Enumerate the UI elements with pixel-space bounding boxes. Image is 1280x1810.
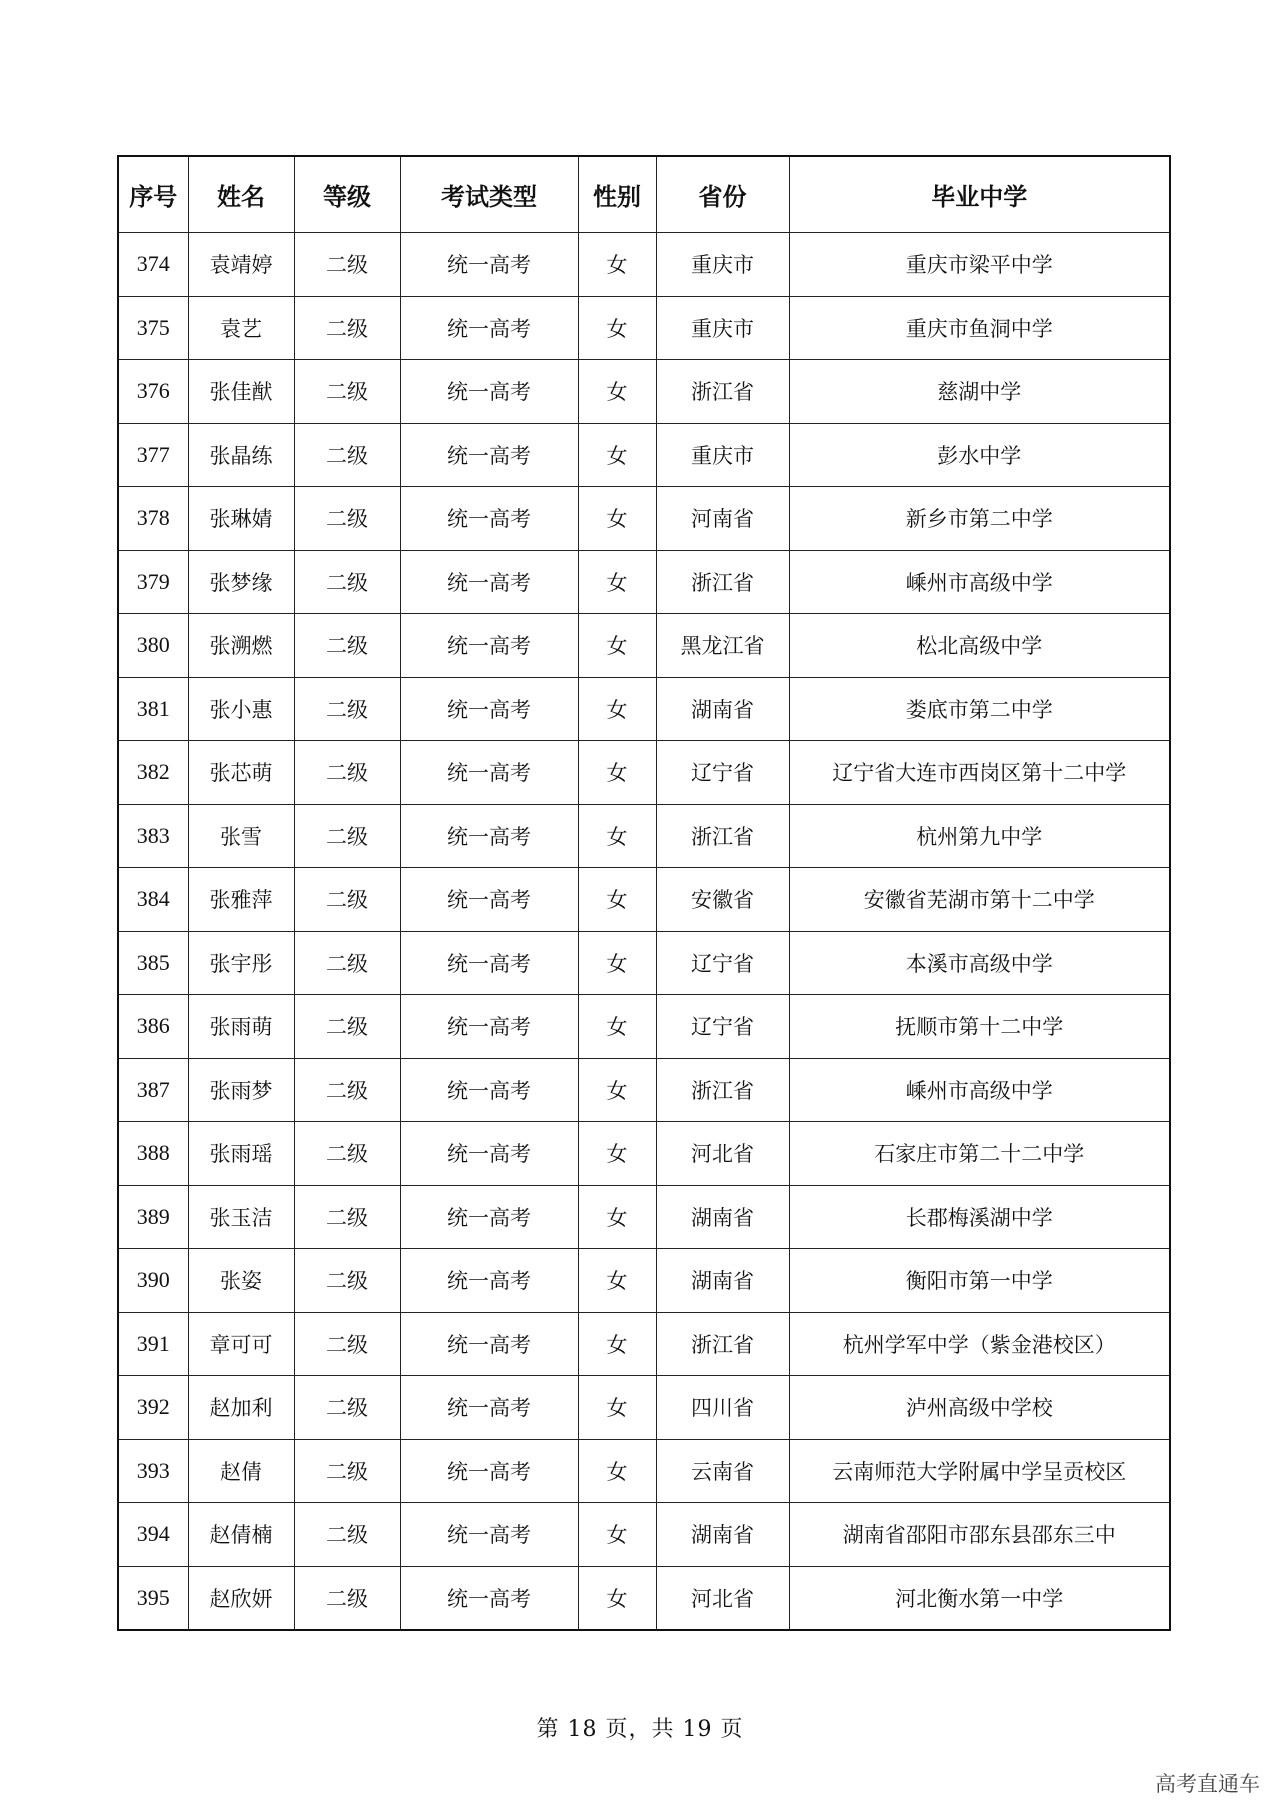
- cell-index: 391: [118, 1312, 188, 1376]
- cell-province: 重庆市: [656, 296, 789, 360]
- cell-gender: 女: [578, 550, 656, 614]
- cell-index: 376: [118, 360, 188, 424]
- cell-name: 张梦缘: [188, 550, 294, 614]
- cell-gender: 女: [578, 1058, 656, 1122]
- cell-gender: 女: [578, 1185, 656, 1249]
- cell-level: 二级: [294, 1249, 400, 1313]
- cell-level: 二级: [294, 804, 400, 868]
- cell-level: 二级: [294, 487, 400, 551]
- cell-school: 重庆市梁平中学: [789, 233, 1170, 297]
- admission-table: [117, 155, 1171, 1631]
- header-name: 姓名: [188, 156, 294, 233]
- table-row: [118, 677, 1170, 741]
- table-row: [118, 550, 1170, 614]
- cell-gender: 女: [578, 1249, 656, 1313]
- cell-gender: 女: [578, 296, 656, 360]
- header-index: 序号: [118, 156, 188, 233]
- cell-index: 378: [118, 487, 188, 551]
- cell-name: 张雨梦: [188, 1058, 294, 1122]
- cell-exam-type: 统一高考: [400, 423, 578, 487]
- cell-exam-type: 统一高考: [400, 868, 578, 932]
- cell-exam-type: 统一高考: [400, 296, 578, 360]
- cell-name: 张雅萍: [188, 868, 294, 932]
- cell-gender: 女: [578, 995, 656, 1059]
- page-number: 第 18 页，共 19 页: [536, 1717, 744, 1742]
- header-school: 毕业中学: [789, 156, 1170, 233]
- cell-level: 二级: [294, 1312, 400, 1376]
- cell-level: 二级: [294, 1058, 400, 1122]
- table-row: [118, 423, 1170, 487]
- cell-exam-type: 统一高考: [400, 1185, 578, 1249]
- cell-exam-type: 统一高考: [400, 1122, 578, 1186]
- table-row: [118, 868, 1170, 932]
- table-row: [118, 360, 1170, 424]
- table-row: [118, 296, 1170, 360]
- cell-school: 河北衡水第一中学: [789, 1566, 1170, 1630]
- cell-school: 新乡市第二中学: [789, 487, 1170, 551]
- cell-name: 张晶练: [188, 423, 294, 487]
- cell-gender: 女: [578, 1122, 656, 1186]
- cell-level: 二级: [294, 868, 400, 932]
- cell-level: 二级: [294, 296, 400, 360]
- cell-province: 湖南省: [656, 677, 789, 741]
- cell-index: 385: [118, 931, 188, 995]
- cell-province: 浙江省: [656, 1312, 789, 1376]
- table-body: [118, 233, 1170, 1631]
- cell-province: 河北省: [656, 1566, 789, 1630]
- cell-index: 380: [118, 614, 188, 678]
- cell-school: 慈湖中学: [789, 360, 1170, 424]
- cell-school: 衡阳市第一中学: [789, 1249, 1170, 1313]
- cell-index: 387: [118, 1058, 188, 1122]
- cell-level: 二级: [294, 1439, 400, 1503]
- table-header: [118, 156, 1170, 233]
- cell-province: 四川省: [656, 1376, 789, 1440]
- cell-exam-type: 统一高考: [400, 550, 578, 614]
- cell-level: 二级: [294, 931, 400, 995]
- cell-gender: 女: [578, 868, 656, 932]
- cell-province: 湖南省: [656, 1249, 789, 1313]
- cell-name: 张雨萌: [188, 995, 294, 1059]
- table-row: [118, 931, 1170, 995]
- table-row: [118, 1566, 1170, 1630]
- cell-province: 辽宁省: [656, 995, 789, 1059]
- cell-school: 娄底市第二中学: [789, 677, 1170, 741]
- cell-gender: 女: [578, 741, 656, 805]
- table-row: [118, 1376, 1170, 1440]
- cell-name: 张溯燃: [188, 614, 294, 678]
- cell-name: 张玉洁: [188, 1185, 294, 1249]
- cell-exam-type: 统一高考: [400, 614, 578, 678]
- cell-school: 泸州高级中学校: [789, 1376, 1170, 1440]
- header-level: 等级: [294, 156, 400, 233]
- cell-school: 本溪市高级中学: [789, 931, 1170, 995]
- cell-province: 辽宁省: [656, 931, 789, 995]
- watermark: 高考直通车: [1155, 1772, 1260, 1796]
- cell-province: 湖南省: [656, 1185, 789, 1249]
- cell-province: 重庆市: [656, 233, 789, 297]
- table-row: [118, 1122, 1170, 1186]
- cell-gender: 女: [578, 1503, 656, 1567]
- cell-name: 张雪: [188, 804, 294, 868]
- header-gender: 性别: [578, 156, 656, 233]
- cell-level: 二级: [294, 1566, 400, 1630]
- cell-index: 393: [118, 1439, 188, 1503]
- cell-level: 二级: [294, 995, 400, 1059]
- cell-school: 湖南省邵阳市邵东县邵东三中: [789, 1503, 1170, 1567]
- cell-school: 嵊州市高级中学: [789, 1058, 1170, 1122]
- cell-exam-type: 统一高考: [400, 1503, 578, 1567]
- table-row: [118, 1058, 1170, 1122]
- cell-name: 张芯萌: [188, 741, 294, 805]
- table-row: [118, 741, 1170, 805]
- cell-level: 二级: [294, 550, 400, 614]
- cell-level: 二级: [294, 1376, 400, 1440]
- cell-index: 394: [118, 1503, 188, 1567]
- cell-province: 湖南省: [656, 1503, 789, 1567]
- cell-name: 章可可: [188, 1312, 294, 1376]
- table-row: [118, 1503, 1170, 1567]
- cell-level: 二级: [294, 614, 400, 678]
- cell-gender: 女: [578, 233, 656, 297]
- header-exam-type: 考试类型: [400, 156, 578, 233]
- cell-index: 390: [118, 1249, 188, 1313]
- cell-gender: 女: [578, 1376, 656, 1440]
- cell-gender: 女: [578, 677, 656, 741]
- cell-exam-type: 统一高考: [400, 487, 578, 551]
- cell-exam-type: 统一高考: [400, 1312, 578, 1376]
- cell-school: 重庆市鱼洞中学: [789, 296, 1170, 360]
- cell-gender: 女: [578, 931, 656, 995]
- cell-school: 嵊州市高级中学: [789, 550, 1170, 614]
- cell-school: 抚顺市第十二中学: [789, 995, 1170, 1059]
- cell-name: 张佳猷: [188, 360, 294, 424]
- cell-province: 辽宁省: [656, 741, 789, 805]
- cell-exam-type: 统一高考: [400, 741, 578, 805]
- cell-school: 石家庄市第二十二中学: [789, 1122, 1170, 1186]
- table-row: [118, 233, 1170, 297]
- cell-level: 二级: [294, 233, 400, 297]
- cell-index: 392: [118, 1376, 188, 1440]
- cell-index: 382: [118, 741, 188, 805]
- cell-level: 二级: [294, 1503, 400, 1567]
- cell-index: 389: [118, 1185, 188, 1249]
- cell-province: 浙江省: [656, 1058, 789, 1122]
- table-row: [118, 1439, 1170, 1503]
- cell-exam-type: 统一高考: [400, 677, 578, 741]
- cell-school: 长郡梅溪湖中学: [789, 1185, 1170, 1249]
- cell-index: 374: [118, 233, 188, 297]
- cell-exam-type: 统一高考: [400, 1249, 578, 1313]
- header-province: 省份: [656, 156, 789, 233]
- table-row: [118, 487, 1170, 551]
- cell-level: 二级: [294, 677, 400, 741]
- cell-index: 375: [118, 296, 188, 360]
- cell-level: 二级: [294, 360, 400, 424]
- cell-gender: 女: [578, 360, 656, 424]
- cell-gender: 女: [578, 487, 656, 551]
- cell-school: 杭州学军中学（紫金港校区）: [789, 1312, 1170, 1376]
- cell-gender: 女: [578, 804, 656, 868]
- cell-school: 彭水中学: [789, 423, 1170, 487]
- cell-gender: 女: [578, 614, 656, 678]
- table-row: [118, 804, 1170, 868]
- cell-name: 张宇彤: [188, 931, 294, 995]
- cell-index: 386: [118, 995, 188, 1059]
- cell-gender: 女: [578, 1439, 656, 1503]
- cell-name: 赵欣妍: [188, 1566, 294, 1630]
- cell-index: 377: [118, 423, 188, 487]
- cell-exam-type: 统一高考: [400, 931, 578, 995]
- cell-level: 二级: [294, 741, 400, 805]
- header-row: [118, 156, 1170, 233]
- cell-school: 云南师范大学附属中学呈贡校区: [789, 1439, 1170, 1503]
- cell-name: 张小惠: [188, 677, 294, 741]
- table-row: [118, 1249, 1170, 1313]
- table-row: [118, 1185, 1170, 1249]
- cell-name: 赵倩楠: [188, 1503, 294, 1567]
- cell-name: 张姿: [188, 1249, 294, 1313]
- cell-province: 浙江省: [656, 804, 789, 868]
- cell-exam-type: 统一高考: [400, 1439, 578, 1503]
- cell-index: 381: [118, 677, 188, 741]
- cell-province: 河北省: [656, 1122, 789, 1186]
- cell-province: 安徽省: [656, 868, 789, 932]
- cell-index: 384: [118, 868, 188, 932]
- cell-province: 浙江省: [656, 360, 789, 424]
- cell-level: 二级: [294, 1122, 400, 1186]
- cell-school: 松北高级中学: [789, 614, 1170, 678]
- cell-exam-type: 统一高考: [400, 1058, 578, 1122]
- cell-index: 383: [118, 804, 188, 868]
- cell-exam-type: 统一高考: [400, 233, 578, 297]
- cell-province: 黑龙江省: [656, 614, 789, 678]
- cell-exam-type: 统一高考: [400, 360, 578, 424]
- cell-exam-type: 统一高考: [400, 1376, 578, 1440]
- cell-school: 安徽省芜湖市第十二中学: [789, 868, 1170, 932]
- cell-gender: 女: [578, 423, 656, 487]
- cell-gender: 女: [578, 1312, 656, 1376]
- cell-name: 张雨瑶: [188, 1122, 294, 1186]
- cell-exam-type: 统一高考: [400, 995, 578, 1059]
- cell-name: 张琳婧: [188, 487, 294, 551]
- cell-school: 辽宁省大连市西岗区第十二中学: [789, 741, 1170, 805]
- cell-school: 杭州第九中学: [789, 804, 1170, 868]
- cell-index: 379: [118, 550, 188, 614]
- cell-province: 云南省: [656, 1439, 789, 1503]
- cell-level: 二级: [294, 423, 400, 487]
- cell-gender: 女: [578, 1566, 656, 1630]
- cell-name: 袁艺: [188, 296, 294, 360]
- table-row: [118, 1312, 1170, 1376]
- cell-level: 二级: [294, 1185, 400, 1249]
- table-row: [118, 614, 1170, 678]
- cell-index: 395: [118, 1566, 188, 1630]
- cell-name: 袁靖婷: [188, 233, 294, 297]
- cell-exam-type: 统一高考: [400, 804, 578, 868]
- cell-name: 赵加利: [188, 1376, 294, 1440]
- cell-province: 河南省: [656, 487, 789, 551]
- cell-exam-type: 统一高考: [400, 1566, 578, 1630]
- cell-province: 浙江省: [656, 550, 789, 614]
- cell-name: 赵倩: [188, 1439, 294, 1503]
- table-row: [118, 995, 1170, 1059]
- cell-province: 重庆市: [656, 423, 789, 487]
- cell-index: 388: [118, 1122, 188, 1186]
